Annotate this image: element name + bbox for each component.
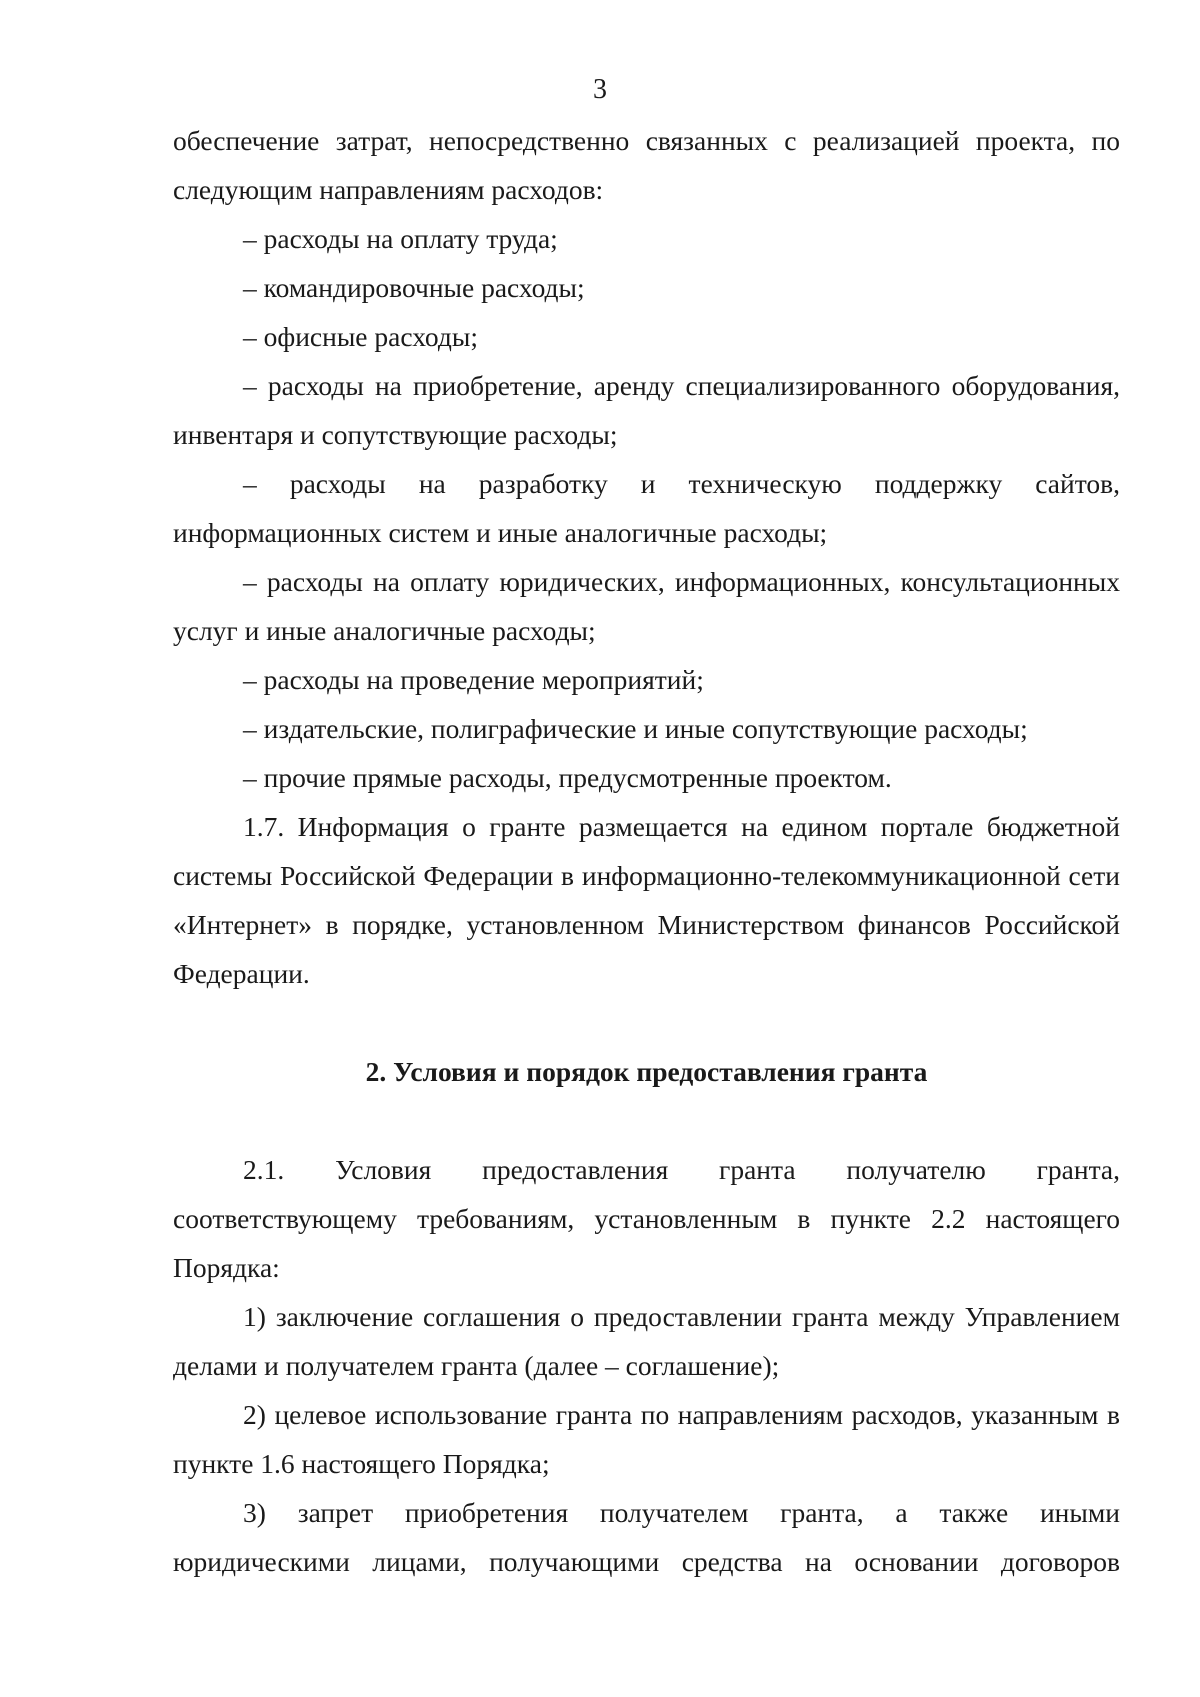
- list-item: – расходы на разработку и техническую поддержку сайтов, информационных систем и иные аналогичные расходы;: [173, 468, 1120, 548]
- list-item: – расходы на приобретение, аренду специализированного оборудования, инвентаря и сопутствующие расходы;: [173, 370, 1120, 450]
- paragraph-2-1: 2.1. Условия предоставления гранта получателю гранта, соответствующему требованиям, установленным в пункте 2.2 настоящего Порядка:: [173, 1154, 1120, 1283]
- list-item: – расходы на оплату юридических, информационных, консультационных услуг и иные аналогичные расходы;: [173, 566, 1120, 646]
- list-item: – расходы на проведение мероприятий;: [243, 664, 704, 695]
- document-body: [173, 116, 1120, 1586]
- paragraph-1-7: 1.7. Информация о гранте размещается на едином портале бюджетной системы Российской Федерации в информационно-телекоммуникационной сети «Интернет» в порядке, установленном Министерством финансов Российской Федерации.: [173, 811, 1120, 989]
- list-item: – расходы на оплату труда;: [243, 223, 558, 254]
- list-item: – командировочные расходы;: [243, 272, 585, 303]
- condition-item-3: 3) запрет приобретения получателем гранта, а также иными юридическими лицами, получающими средства на основании договоров: [173, 1497, 1120, 1577]
- page-number: 3: [593, 74, 607, 105]
- condition-item-1: 1) заключение соглашения о предоставлении гранта между Управлением делами и получателем гранта (далее – соглашение);: [173, 1301, 1120, 1381]
- list-item: – прочие прямые расходы, предусмотренные проектом.: [243, 762, 892, 793]
- section-heading: 2. Условия и порядок предоставления гранта: [365, 1056, 928, 1087]
- list-item: – офисные расходы;: [243, 321, 478, 352]
- list-item: – издательские, полиграфические и иные сопутствующие расходы;: [243, 713, 1028, 744]
- condition-item-2: 2) целевое использование гранта по направлениям расходов, указанным в пункте 1.6 настоящего Порядка;: [173, 1399, 1120, 1479]
- spacer: [173, 1096, 1120, 1145]
- paragraph: обеспечение затрат, непосредственно связанных с реализацией проекта, по следующим направлениям расходов:: [173, 125, 1120, 205]
- spacer: [173, 998, 1120, 1047]
